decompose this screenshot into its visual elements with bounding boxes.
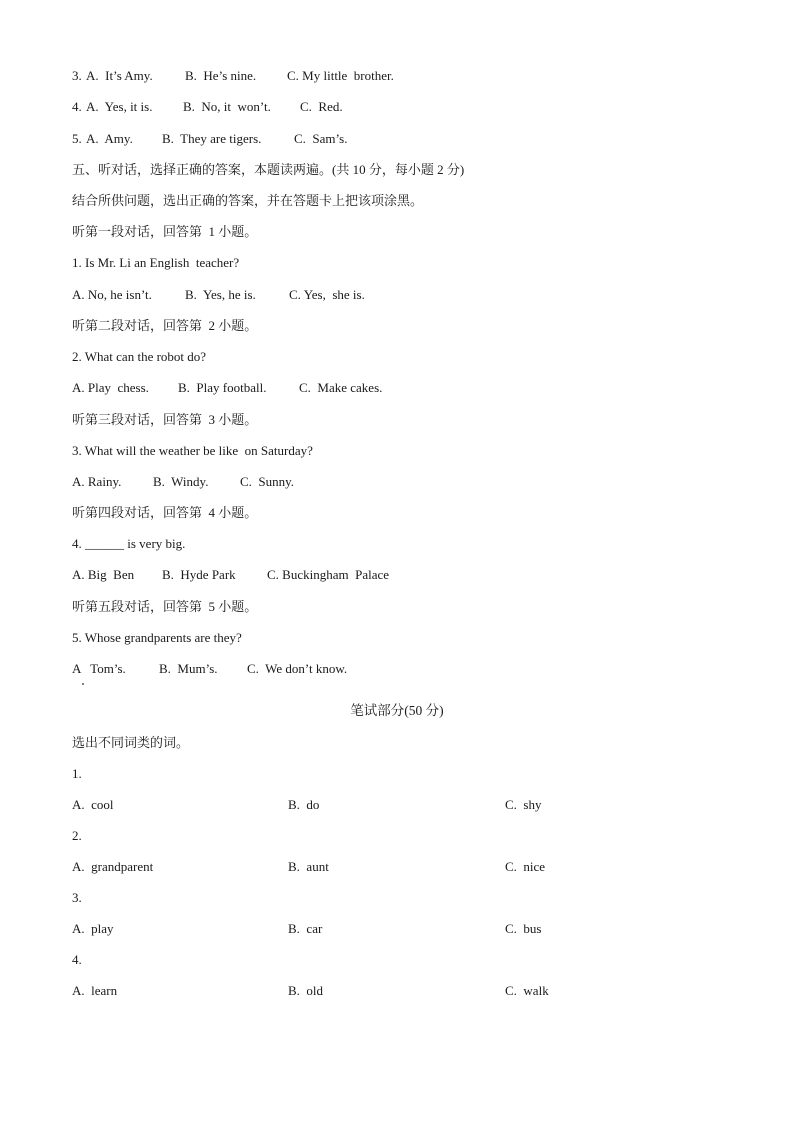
dialog5-option-c: C. We don’t know.: [247, 661, 348, 676]
part5-instruction: 结合所供问题，选出正确的答案，并在答题卡上把该项涂黑。: [72, 193, 424, 208]
dialog4-intro: 听第四段对话，回答第 4 小题。: [72, 505, 258, 520]
p4-q5-number: 5.: [72, 131, 82, 146]
written-q3-option-c: C. bus: [505, 921, 542, 936]
written-q4-option-b: B. old: [288, 983, 324, 998]
p4-q3-number: 3.: [72, 68, 82, 83]
dialog4-question: 4. ______ is very big.: [72, 536, 186, 551]
written-instruction: 选出不同词类的词。: [72, 735, 190, 750]
p4-q3-option-c: C. My little brother.: [287, 68, 394, 83]
written-q3-option-a: A. play: [72, 921, 114, 936]
dialog5-question: 5. Whose grandparents are they?: [72, 630, 242, 645]
dialog4-option-b: B. Hyde Park: [162, 567, 236, 582]
written-q1-option-c: C. shy: [505, 797, 542, 812]
written-q2-number: 2.: [72, 828, 82, 843]
p4-q4-option-a: A. Yes, it is.: [86, 99, 153, 114]
dialog4-option-c: C. Buckingham Palace: [267, 567, 390, 582]
dialog1-option-c: C. Yes, she is.: [289, 287, 365, 302]
p4-q5-option-b: B. They are tigers.: [162, 131, 262, 146]
dialog2-option-c: C. Make cakes.: [299, 380, 383, 395]
dialog4-option-a: A. Big Ben: [72, 567, 135, 582]
p4-q4-option-c: C. Red.: [300, 99, 343, 114]
dialog5-intro: 听第五段对话，回答第 5 小题。: [72, 599, 258, 614]
dialog2-question: 2. What can the robot do?: [72, 349, 207, 364]
p4-q5-option-a: A. Amy.: [86, 131, 133, 146]
dialog1-intro: 听第一段对话，回答第 1 小题。: [72, 224, 258, 239]
written-q4-option-a: A. learn: [72, 983, 118, 998]
written-q1-option-b: B. do: [288, 797, 320, 812]
dialog2-option-a: A. Play chess.: [72, 380, 149, 395]
p4-q4-option-b: B. No, it won’t.: [183, 99, 271, 114]
written-q1-number: 1.: [72, 766, 82, 781]
dialog3-intro: 听第三段对话，回答第 3 小题。: [72, 412, 258, 427]
written-q3-number: 3.: [72, 890, 82, 905]
written-section-title: 笔试部分(50 分): [350, 703, 444, 718]
dialog3-question: 3. What will the weather be like on Saturday?: [72, 443, 313, 458]
dialog2-intro: 听第二段对话，回答第 2 小题。: [72, 318, 258, 333]
dialog1-option-b: B. Yes, he is.: [185, 287, 256, 302]
dialog3-option-a: A. Rainy.: [72, 474, 122, 489]
dialog3-option-c: C. Sunny.: [240, 474, 295, 489]
dialog5-option-b: B. Mum’s.: [159, 661, 218, 676]
dialog1-question: 1. Is Mr. Li an English teacher?: [72, 255, 240, 270]
written-q3-option-b: B. car: [288, 921, 323, 936]
dialog2-option-b: B. Play football.: [178, 380, 267, 395]
p4-q3-option-b: B. He’s nine.: [185, 68, 257, 83]
dialog5-option-a: A Tom’s.: [72, 661, 126, 676]
p4-q4-number: 4.: [72, 99, 82, 114]
written-q1-option-a: A. cool: [72, 797, 114, 812]
written-q4-option-c: C. walk: [505, 983, 549, 998]
part5-heading: 五、听对话，选择正确的答案，本题读两遍。(共 10 分，每小题 2 分): [72, 162, 465, 177]
dialog1-option-a: A. No, he isn’t.: [72, 287, 152, 302]
stray-mark: [82, 683, 84, 685]
p4-q3-option-a: A. It’s Amy.: [86, 68, 153, 83]
written-q4-number: 4.: [72, 952, 82, 967]
written-q2-option-b: B. aunt: [288, 859, 329, 874]
p4-q5-option-c: C. Sam’s.: [294, 131, 348, 146]
written-q2-option-c: C. nice: [505, 859, 546, 874]
dialog3-option-b: B. Windy.: [153, 474, 209, 489]
written-q2-option-a: A. grandparent: [72, 859, 154, 874]
